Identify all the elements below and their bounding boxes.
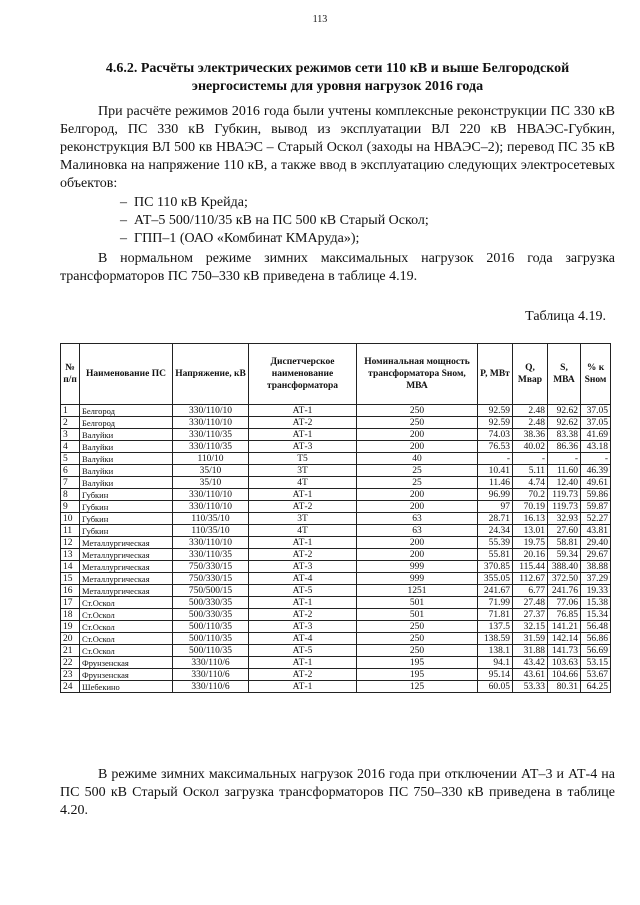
cell-voltage: 330/110/6 bbox=[173, 657, 249, 669]
cell-p: 137.5 bbox=[478, 621, 513, 633]
cell-substation: Ст.Оскол bbox=[80, 609, 173, 621]
cell-s: 388.40 bbox=[548, 561, 581, 573]
cell-capacity: 250 bbox=[357, 633, 478, 645]
cell-dispatch-name: АТ-3 bbox=[249, 561, 357, 573]
cell-num: 16 bbox=[61, 585, 80, 597]
cell-q: 43.42 bbox=[513, 657, 548, 669]
cell-voltage: 330/110/6 bbox=[173, 681, 249, 693]
table-row bbox=[61, 489, 611, 501]
cell-dispatch-name: АТ-1 bbox=[249, 405, 357, 417]
table-row bbox=[61, 681, 611, 693]
cell-s: 32.93 bbox=[548, 513, 581, 525]
cell-dispatch-name: АТ-2 bbox=[249, 609, 357, 621]
cell-substation: Валуйки bbox=[80, 465, 173, 477]
transformer-load-table bbox=[60, 343, 611, 693]
cell-s: 372.50 bbox=[548, 573, 581, 585]
cell-q: 32.15 bbox=[513, 621, 548, 633]
cell-percent: 43.18 bbox=[581, 441, 611, 453]
cell-s: 92.62 bbox=[548, 405, 581, 417]
cell-num: 8 bbox=[61, 489, 80, 501]
cell-p: 355.05 bbox=[478, 573, 513, 585]
cell-p: 71.99 bbox=[478, 597, 513, 609]
cell-q: 2.48 bbox=[513, 405, 548, 417]
cell-q: 31.88 bbox=[513, 645, 548, 657]
cell-dispatch-name: АТ-1 bbox=[249, 681, 357, 693]
cell-s: 12.40 bbox=[548, 477, 581, 489]
cell-dispatch-name: АТ-4 bbox=[249, 633, 357, 645]
cell-voltage: 330/110/6 bbox=[173, 669, 249, 681]
cell-s: 11.60 bbox=[548, 465, 581, 477]
objects-list bbox=[120, 194, 429, 248]
cell-capacity: 200 bbox=[357, 549, 478, 561]
cell-p: 241.67 bbox=[478, 585, 513, 597]
cell-q: 13.01 bbox=[513, 525, 548, 537]
cell-p: 138.1 bbox=[478, 645, 513, 657]
cell-percent: 38.88 bbox=[581, 561, 611, 573]
cell-percent: 43.81 bbox=[581, 525, 611, 537]
cell-q: 16.13 bbox=[513, 513, 548, 525]
cell-percent: 15.38 bbox=[581, 597, 611, 609]
cell-voltage: 110/35/10 bbox=[173, 525, 249, 537]
cell-num: 15 bbox=[61, 573, 80, 585]
cell-q: - bbox=[513, 453, 548, 465]
cell-q: 40.02 bbox=[513, 441, 548, 453]
cell-percent: 49.61 bbox=[581, 477, 611, 489]
cell-dispatch-name: АТ-1 bbox=[249, 489, 357, 501]
cell-num: 23 bbox=[61, 669, 80, 681]
cell-num: 4 bbox=[61, 441, 80, 453]
cell-percent: 37.05 bbox=[581, 405, 611, 417]
cell-num: 20 bbox=[61, 633, 80, 645]
cell-num: 21 bbox=[61, 645, 80, 657]
header-name: Наименование ПС bbox=[80, 344, 173, 405]
cell-num: 3 bbox=[61, 429, 80, 441]
cell-percent: 19.33 bbox=[581, 585, 611, 597]
cell-num: 1 bbox=[61, 405, 80, 417]
cell-s: 76.85 bbox=[548, 609, 581, 621]
cell-num: 13 bbox=[61, 549, 80, 561]
cell-substation: Фрунзенская bbox=[80, 657, 173, 669]
table-row bbox=[61, 621, 611, 633]
cell-substation: Фрунзенская bbox=[80, 669, 173, 681]
cell-capacity: 40 bbox=[357, 453, 478, 465]
cell-voltage: 330/110/35 bbox=[173, 549, 249, 561]
table-body bbox=[61, 405, 611, 693]
cell-voltage: 750/330/15 bbox=[173, 561, 249, 573]
cell-substation: Губкин bbox=[80, 489, 173, 501]
table-row bbox=[61, 549, 611, 561]
cell-num: 19 bbox=[61, 621, 80, 633]
cell-dispatch-name: АТ-1 bbox=[249, 429, 357, 441]
cell-num: 2 bbox=[61, 417, 80, 429]
cell-percent: 59.87 bbox=[581, 501, 611, 513]
cell-substation: Губкин bbox=[80, 501, 173, 513]
cell-p: 71.81 bbox=[478, 609, 513, 621]
cell-s: 119.73 bbox=[548, 489, 581, 501]
table-row bbox=[61, 405, 611, 417]
cell-s: 142.14 bbox=[548, 633, 581, 645]
cell-capacity: 25 bbox=[357, 477, 478, 489]
cell-s: 59.34 bbox=[548, 549, 581, 561]
cell-s: - bbox=[548, 453, 581, 465]
cell-percent: - bbox=[581, 453, 611, 465]
header-p: P, МВт bbox=[478, 344, 513, 405]
page-number: 113 bbox=[312, 14, 328, 25]
cell-num: 12 bbox=[61, 537, 80, 549]
cell-num: 14 bbox=[61, 561, 80, 573]
cell-percent: 56.69 bbox=[581, 645, 611, 657]
table-row bbox=[61, 561, 611, 573]
cell-dispatch-name: 3Т bbox=[249, 513, 357, 525]
cell-p: 11.46 bbox=[478, 477, 513, 489]
cell-dispatch-name: АТ-2 bbox=[249, 417, 357, 429]
table-row bbox=[61, 501, 611, 513]
cell-capacity: 999 bbox=[357, 573, 478, 585]
cell-num: 7 bbox=[61, 477, 80, 489]
table-row bbox=[61, 669, 611, 681]
cell-num: 5 bbox=[61, 453, 80, 465]
cell-substation: Шебекино bbox=[80, 681, 173, 693]
cell-substation: Металлургическая bbox=[80, 537, 173, 549]
cell-percent: 53.67 bbox=[581, 669, 611, 681]
table-intro-paragraph: В нормальном режиме зимних максимальных нагрузок 2016 года загрузка трансформаторов ПС 750–330 кВ приведена в таблице 4.19. bbox=[60, 251, 615, 284]
table-row bbox=[61, 465, 611, 477]
cell-p: 74.03 bbox=[478, 429, 513, 441]
cell-substation: Ст.Оскол bbox=[80, 621, 173, 633]
cell-s: 77.06 bbox=[548, 597, 581, 609]
cell-percent: 53.15 bbox=[581, 657, 611, 669]
cell-substation: Ст.Оскол bbox=[80, 633, 173, 645]
cell-q: 70.19 bbox=[513, 501, 548, 513]
cell-s: 141.73 bbox=[548, 645, 581, 657]
cell-num: 11 bbox=[61, 525, 80, 537]
table-row bbox=[61, 657, 611, 669]
cell-num: 17 bbox=[61, 597, 80, 609]
cell-capacity: 999 bbox=[357, 561, 478, 573]
cell-capacity: 63 bbox=[357, 525, 478, 537]
cell-substation: Валуйки bbox=[80, 477, 173, 489]
cell-p: 55.81 bbox=[478, 549, 513, 561]
cell-s: 141.21 bbox=[548, 621, 581, 633]
cell-percent: 56.86 bbox=[581, 633, 611, 645]
cell-capacity: 200 bbox=[357, 441, 478, 453]
header-num: № п/п bbox=[61, 344, 80, 405]
cell-p: 60.05 bbox=[478, 681, 513, 693]
table-row bbox=[61, 453, 611, 465]
cell-p: 94.1 bbox=[478, 657, 513, 669]
header-capacity: Номинальная мощность трансформатора Sном, МВА bbox=[357, 344, 478, 405]
cell-voltage: 35/10 bbox=[173, 477, 249, 489]
cell-substation: Белгород bbox=[80, 417, 173, 429]
cell-s: 83.38 bbox=[548, 429, 581, 441]
cell-num: 24 bbox=[61, 681, 80, 693]
cell-s: 119.73 bbox=[548, 501, 581, 513]
cell-q: 20.16 bbox=[513, 549, 548, 561]
cell-voltage: 330/110/10 bbox=[173, 405, 249, 417]
cell-voltage: 330/110/10 bbox=[173, 417, 249, 429]
cell-voltage: 330/110/10 bbox=[173, 501, 249, 513]
cell-s: 103.63 bbox=[548, 657, 581, 669]
cell-s: 241.76 bbox=[548, 585, 581, 597]
table-row bbox=[61, 645, 611, 657]
cell-substation: Металлургическая bbox=[80, 573, 173, 585]
cell-q: 5.11 bbox=[513, 465, 548, 477]
cell-dispatch-name: АТ-1 bbox=[249, 537, 357, 549]
cell-voltage: 330/110/10 bbox=[173, 537, 249, 549]
cell-voltage: 750/330/15 bbox=[173, 573, 249, 585]
cell-s: 58.81 bbox=[548, 537, 581, 549]
cell-p: 10.41 bbox=[478, 465, 513, 477]
cell-substation: Губкин bbox=[80, 525, 173, 537]
cell-q: 115.44 bbox=[513, 561, 548, 573]
cell-p: 55.39 bbox=[478, 537, 513, 549]
cell-q: 4.74 bbox=[513, 477, 548, 489]
cell-percent: 56.48 bbox=[581, 621, 611, 633]
cell-p: - bbox=[478, 453, 513, 465]
cell-q: 31.59 bbox=[513, 633, 548, 645]
cell-percent: 59.86 bbox=[581, 489, 611, 501]
cell-substation: Валуйки bbox=[80, 453, 173, 465]
cell-capacity: 63 bbox=[357, 513, 478, 525]
list-item: – АТ–5 500/110/35 кВ на ПС 500 кВ Старый Оскол; bbox=[120, 212, 429, 230]
list-item: – ПС 110 кВ Крейда; bbox=[120, 194, 429, 212]
cell-num: 10 bbox=[61, 513, 80, 525]
cell-capacity: 250 bbox=[357, 405, 478, 417]
cell-voltage: 500/110/35 bbox=[173, 645, 249, 657]
cell-q: 38.36 bbox=[513, 429, 548, 441]
table-row bbox=[61, 597, 611, 609]
cell-substation: Губкин bbox=[80, 513, 173, 525]
table-row bbox=[61, 633, 611, 645]
cell-q: 27.48 bbox=[513, 597, 548, 609]
cell-dispatch-name: Т5 bbox=[249, 453, 357, 465]
cell-dispatch-name: 3Т bbox=[249, 465, 357, 477]
cell-q: 19.75 bbox=[513, 537, 548, 549]
cell-q: 2.48 bbox=[513, 417, 548, 429]
cell-voltage: 110/10 bbox=[173, 453, 249, 465]
cell-s: 104.66 bbox=[548, 669, 581, 681]
list-item: – ГПП–1 (ОАО «Комбинат КМАруда»); bbox=[120, 230, 429, 248]
cell-p: 97 bbox=[478, 501, 513, 513]
cell-capacity: 501 bbox=[357, 597, 478, 609]
cell-capacity: 250 bbox=[357, 417, 478, 429]
cell-percent: 15.34 bbox=[581, 609, 611, 621]
cell-capacity: 1251 bbox=[357, 585, 478, 597]
closing-paragraph: В режиме зимних максимальных нагрузок 2016 года при отключении АТ–3 и АТ-4 на ПС 500 кВ Старый Оскол загрузка трансформаторов ПС 750–330 кВ приведена в таблице 4.20. bbox=[60, 767, 615, 818]
cell-voltage: 330/110/35 bbox=[173, 441, 249, 453]
table-caption: Таблица 4.19. bbox=[525, 309, 606, 324]
cell-dispatch-name: АТ-3 bbox=[249, 441, 357, 453]
cell-voltage: 750/500/15 bbox=[173, 585, 249, 597]
cell-num: 9 bbox=[61, 501, 80, 513]
cell-s: 80.31 bbox=[548, 681, 581, 693]
cell-capacity: 125 bbox=[357, 681, 478, 693]
cell-s: 92.62 bbox=[548, 417, 581, 429]
cell-p: 92.59 bbox=[478, 417, 513, 429]
cell-percent: 46.39 bbox=[581, 465, 611, 477]
cell-substation: Валуйки bbox=[80, 441, 173, 453]
cell-voltage: 500/110/35 bbox=[173, 621, 249, 633]
cell-voltage: 35/10 bbox=[173, 465, 249, 477]
cell-dispatch-name: АТ-4 bbox=[249, 573, 357, 585]
cell-percent: 37.05 bbox=[581, 417, 611, 429]
intro-paragraph: При расчёте режимов 2016 года были учтены комплексные реконструкции ПС 330 кВ Белгород, ПС 330 кВ Губкин, вывод из эксплуатации ВЛ 220 кВ НВАЭС-Губкин, реконструкция ВЛ 500 кв НВАЭС – Старый Оскол (заходы на НВАЭС–2); перевод ПС 35 кВ Малиновка на напряжение 110 кВ, а также ввод в эксплуатацию следующих электросетевых объектов: bbox=[60, 104, 615, 191]
cell-dispatch-name: АТ-2 bbox=[249, 501, 357, 513]
table-row bbox=[61, 537, 611, 549]
cell-dispatch-name: 4Т bbox=[249, 477, 357, 489]
cell-q: 6.77 bbox=[513, 585, 548, 597]
cell-substation: Белгород bbox=[80, 405, 173, 417]
cell-p: 24.34 bbox=[478, 525, 513, 537]
header-voltage: Напряжение, кВ bbox=[173, 344, 249, 405]
table-row bbox=[61, 609, 611, 621]
cell-substation: Металлургическая bbox=[80, 561, 173, 573]
cell-capacity: 200 bbox=[357, 501, 478, 513]
cell-p: 92.59 bbox=[478, 405, 513, 417]
cell-q: 112.67 bbox=[513, 573, 548, 585]
cell-capacity: 501 bbox=[357, 609, 478, 621]
cell-dispatch-name: АТ-5 bbox=[249, 645, 357, 657]
cell-dispatch-name: 4Т bbox=[249, 525, 357, 537]
header-q: Q, Мвар bbox=[513, 344, 548, 405]
cell-p: 28.71 bbox=[478, 513, 513, 525]
cell-p: 370.85 bbox=[478, 561, 513, 573]
cell-percent: 52.27 bbox=[581, 513, 611, 525]
cell-num: 6 bbox=[61, 465, 80, 477]
cell-voltage: 330/110/35 bbox=[173, 429, 249, 441]
cell-num: 18 bbox=[61, 609, 80, 621]
cell-p: 96.99 bbox=[478, 489, 513, 501]
cell-capacity: 250 bbox=[357, 645, 478, 657]
cell-substation: Металлургическая bbox=[80, 585, 173, 597]
header-s: S, МВА bbox=[548, 344, 581, 405]
table-row bbox=[61, 477, 611, 489]
cell-q: 27.37 bbox=[513, 609, 548, 621]
cell-dispatch-name: АТ-2 bbox=[249, 669, 357, 681]
cell-q: 43.61 bbox=[513, 669, 548, 681]
cell-dispatch-name: АТ-2 bbox=[249, 549, 357, 561]
cell-capacity: 200 bbox=[357, 429, 478, 441]
cell-dispatch-name: АТ-1 bbox=[249, 597, 357, 609]
table-row bbox=[61, 573, 611, 585]
cell-dispatch-name: АТ-3 bbox=[249, 621, 357, 633]
table-row bbox=[61, 585, 611, 597]
header-pct: % к Sном bbox=[581, 344, 611, 405]
cell-percent: 29.40 bbox=[581, 537, 611, 549]
table-header-row bbox=[61, 344, 611, 405]
cell-voltage: 500/330/35 bbox=[173, 609, 249, 621]
cell-voltage: 500/110/35 bbox=[173, 633, 249, 645]
cell-capacity: 195 bbox=[357, 657, 478, 669]
cell-percent: 64.25 bbox=[581, 681, 611, 693]
table-row bbox=[61, 513, 611, 525]
cell-substation: Ст.Оскол bbox=[80, 597, 173, 609]
cell-capacity: 200 bbox=[357, 537, 478, 549]
cell-q: 53.33 bbox=[513, 681, 548, 693]
cell-percent: 37.29 bbox=[581, 573, 611, 585]
cell-s: 86.36 bbox=[548, 441, 581, 453]
cell-dispatch-name: АТ-5 bbox=[249, 585, 357, 597]
cell-percent: 41.69 bbox=[581, 429, 611, 441]
cell-s: 27.60 bbox=[548, 525, 581, 537]
cell-capacity: 25 bbox=[357, 465, 478, 477]
cell-voltage: 110/35/10 bbox=[173, 513, 249, 525]
cell-capacity: 200 bbox=[357, 489, 478, 501]
cell-substation: Ст.Оскол bbox=[80, 645, 173, 657]
cell-num: 22 bbox=[61, 657, 80, 669]
cell-voltage: 330/110/10 bbox=[173, 489, 249, 501]
cell-p: 138.59 bbox=[478, 633, 513, 645]
cell-p: 95.14 bbox=[478, 669, 513, 681]
cell-substation: Валуйки bbox=[80, 429, 173, 441]
header-dispatch: Диспетчерское наименование трансформатора bbox=[249, 344, 357, 405]
cell-substation: Металлургическая bbox=[80, 549, 173, 561]
cell-voltage: 500/330/35 bbox=[173, 597, 249, 609]
table-row bbox=[61, 525, 611, 537]
section-heading: 4.6.2. Расчёты электрических режимов сети 110 кВ и выше Белгородской энергосистемы для уровня нагрузок 2016 года bbox=[105, 61, 570, 94]
cell-capacity: 195 bbox=[357, 669, 478, 681]
cell-dispatch-name: АТ-1 bbox=[249, 657, 357, 669]
table-row bbox=[61, 441, 611, 453]
table-row bbox=[61, 417, 611, 429]
cell-capacity: 250 bbox=[357, 621, 478, 633]
cell-p: 76.53 bbox=[478, 441, 513, 453]
cell-q: 70.2 bbox=[513, 489, 548, 501]
table-row bbox=[61, 429, 611, 441]
cell-percent: 29.67 bbox=[581, 549, 611, 561]
